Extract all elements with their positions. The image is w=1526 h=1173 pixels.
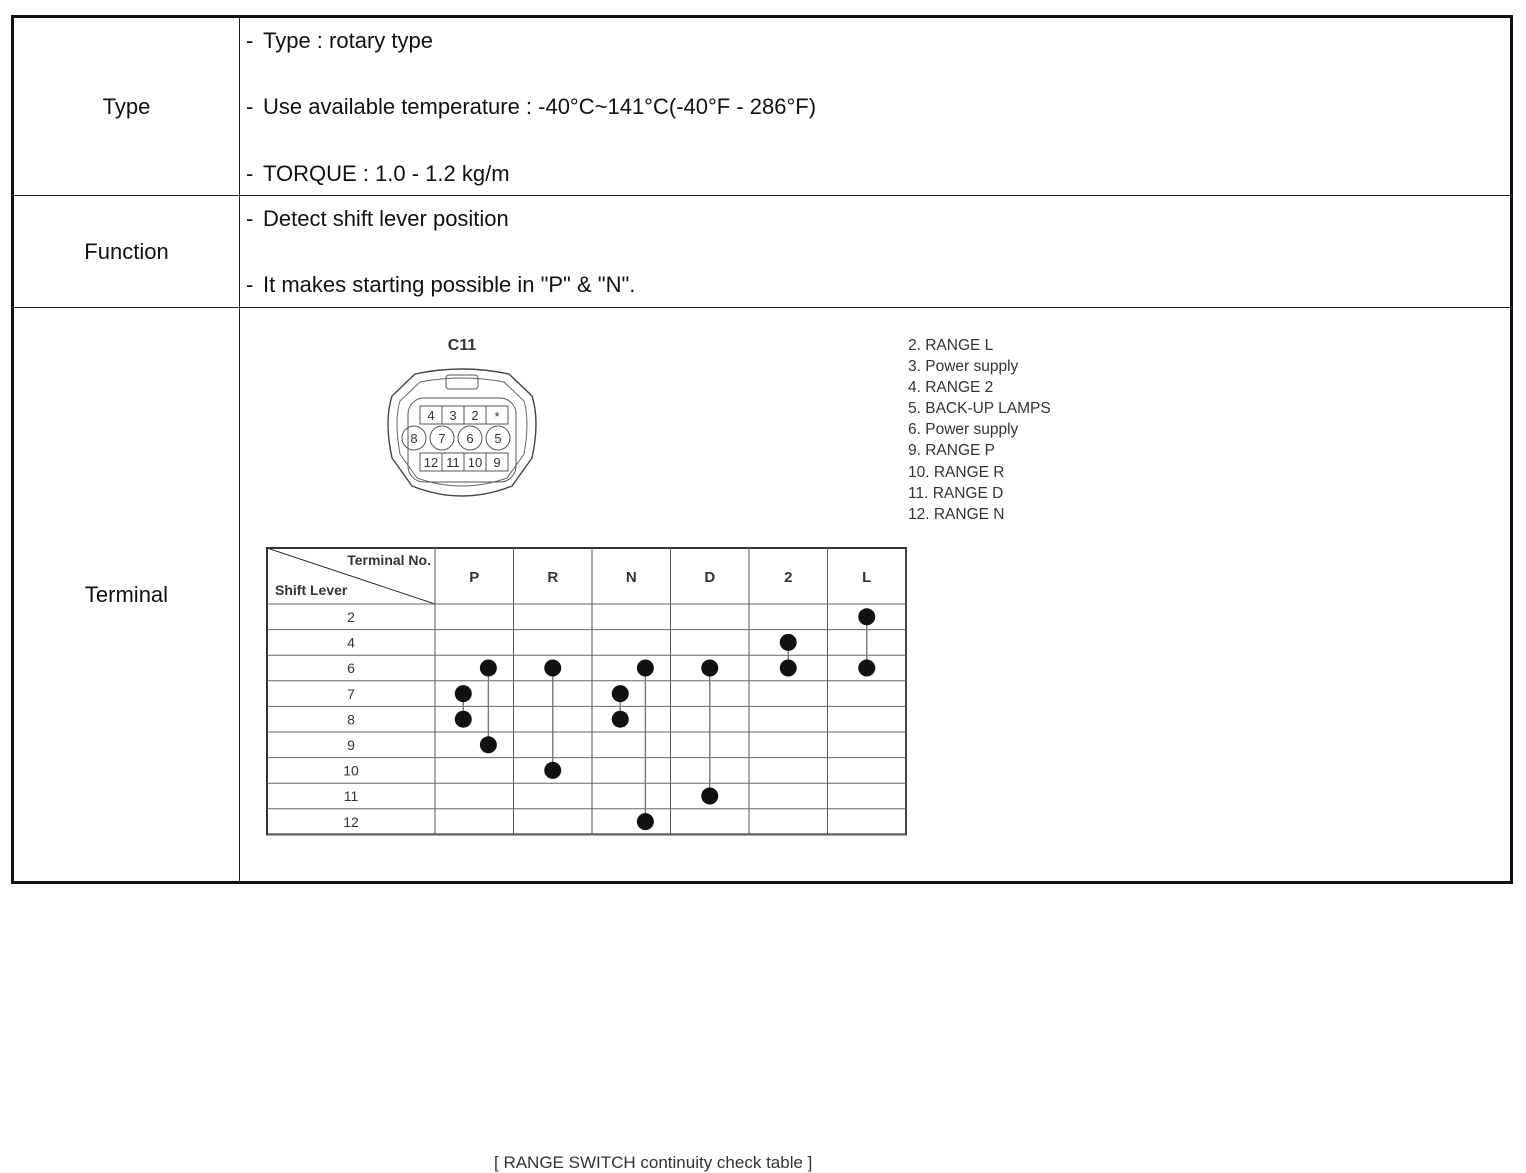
- pin-star: *: [494, 409, 500, 424]
- connection-dot: [480, 736, 497, 753]
- continuity-check-table: [265, 546, 910, 841]
- pin-4: 4: [427, 408, 435, 423]
- column-header: D: [704, 569, 716, 586]
- type-row: [14, 18, 1510, 196]
- pin-description-list: [908, 335, 1051, 525]
- connector-diagram: [240, 308, 660, 528]
- pin-9: 9: [493, 455, 501, 470]
- column-header: 2: [784, 569, 793, 586]
- connection-dot: [455, 711, 472, 728]
- pin-description: 6. Power supply: [908, 421, 1019, 439]
- terminal-row: [14, 308, 1510, 1172]
- pin-description: 9. RANGE P: [908, 442, 995, 460]
- pin-6: 6: [466, 431, 474, 446]
- type-label: Type: [14, 18, 240, 195]
- row-label: 4: [347, 634, 355, 651]
- pin-11: 11: [446, 455, 460, 470]
- pin-2: 2: [471, 408, 479, 423]
- type-content: [240, 18, 1510, 195]
- pin-8: 8: [410, 431, 418, 446]
- type-line-3: - TORQUE : 1.0 - 1.2 kg/m: [246, 161, 510, 186]
- row-label: 9: [347, 737, 355, 753]
- row-label: 2: [347, 609, 355, 625]
- spec-table: [11, 15, 1513, 1172]
- connection-dot: [637, 660, 654, 677]
- pin-description: 11. RANGE D: [908, 484, 1004, 502]
- pin-description: 10. RANGE R: [908, 463, 1005, 481]
- function-content: [240, 196, 1510, 307]
- column-header: N: [625, 569, 637, 586]
- function-label: Function: [14, 196, 240, 307]
- column-header: L: [862, 569, 872, 586]
- row-label: 12: [343, 813, 359, 830]
- header-shift-lever: Shift Lever: [275, 582, 348, 598]
- table-border: [267, 548, 906, 834]
- connection-dot: [612, 685, 629, 702]
- connection-dot: [701, 788, 718, 805]
- connection-dot: [780, 634, 797, 651]
- pin-description: 2. RANGE L: [908, 337, 994, 354]
- connection-dot: [612, 711, 629, 728]
- row-label: 6: [347, 660, 355, 677]
- header-terminal-no: Terminal No.: [347, 552, 431, 568]
- column-header: R: [547, 569, 559, 586]
- function-row: [14, 196, 1510, 308]
- connection-dot: [480, 660, 497, 677]
- connection-dot: [858, 660, 875, 677]
- connection-dot: [455, 685, 472, 702]
- connector-pins: [402, 406, 510, 471]
- pin-3: 3: [449, 408, 457, 423]
- terminal-content: [240, 308, 1510, 1172]
- pin-12: 12: [423, 455, 439, 470]
- column-header: P: [469, 569, 480, 586]
- row-label: 8: [347, 711, 355, 728]
- type-line-1: - Type : rotary type: [246, 28, 433, 53]
- connection-dot: [701, 660, 718, 677]
- type-line-2: - Use available temperature : -40°C~141°C(-40°F - 286°F): [246, 94, 817, 119]
- connection-dot: [858, 608, 875, 625]
- pin-description: 3. Power supply: [908, 358, 1019, 376]
- connection-dot: [544, 660, 561, 677]
- connection-dot: [637, 813, 654, 830]
- row-label: 7: [347, 685, 355, 702]
- pin-10: 10: [467, 455, 483, 470]
- pin-description: 4. RANGE 2: [908, 379, 994, 397]
- row-label: 11: [343, 788, 359, 805]
- pin-description: 5. BACK-UP LAMPS: [908, 400, 1051, 418]
- connection-dot: [544, 762, 561, 779]
- terminal-label: Terminal: [14, 308, 240, 881]
- check-table-caption: [ RANGE SWITCH continuity check table ]: [494, 1153, 813, 1172]
- function-line-2: - It makes starting possible in "P" & "N".: [246, 272, 636, 297]
- pin-7: 7: [438, 431, 446, 446]
- row-label: 10: [343, 762, 359, 779]
- function-line-1: - Detect shift lever position: [246, 206, 509, 231]
- pin-5: 5: [494, 431, 502, 446]
- pin-description: 12. RANGE N: [908, 505, 1005, 523]
- connection-dot: [780, 660, 797, 677]
- connector-name: C11: [447, 337, 477, 354]
